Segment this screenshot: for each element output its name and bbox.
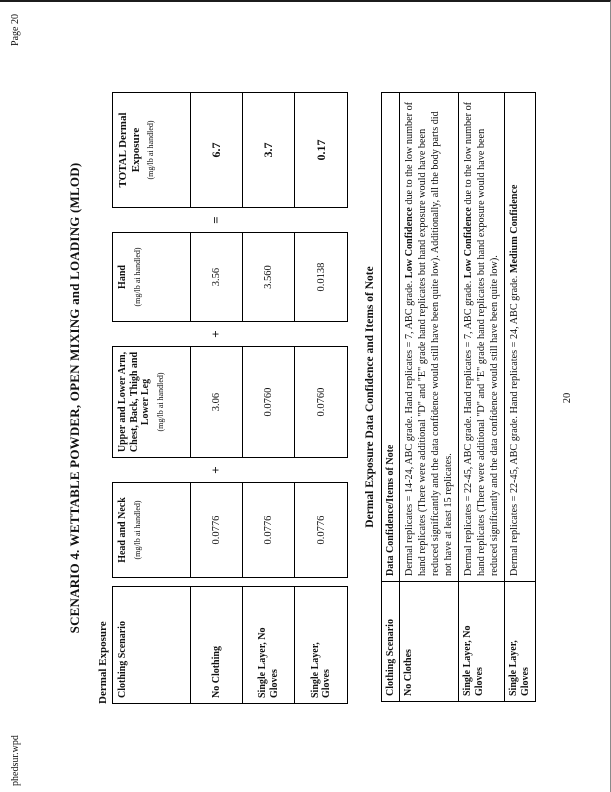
page-number: 20 xyxy=(562,392,574,404)
plus-operator xyxy=(112,458,348,482)
exposure-value-cell: 3.06 xyxy=(191,347,243,457)
row-label-text: Single Layer, Gloves xyxy=(309,642,332,698)
column-header-text: Head and Neck xyxy=(117,497,128,563)
head-neck-header xyxy=(113,483,191,577)
exposure-value-cell: 0.0776 xyxy=(315,515,327,545)
page-header-label: Page 20 xyxy=(10,14,21,46)
confidence-row-label xyxy=(459,582,505,702)
row-label-text: Single Layer, No Gloves xyxy=(257,627,280,698)
operator-glyph: + xyxy=(208,466,223,474)
confidence-row-label xyxy=(400,582,459,702)
body-column xyxy=(112,346,348,458)
confidence-col1-header: Clothing Scenario xyxy=(382,582,400,702)
row-label-single-layer-no-gloves xyxy=(243,587,295,703)
column-unit-text: (mg/lb ai handled) xyxy=(132,247,142,307)
row-label-text: Single Layer, Gloves xyxy=(508,640,532,696)
confidence-table-caption: Dermal Exposure Data Confidence and Items of Note xyxy=(364,266,376,528)
row-label-text: No Clothes xyxy=(403,649,414,696)
column-header-text: Clothing Scenario xyxy=(117,621,128,698)
row-label-no-clothing xyxy=(191,587,243,703)
exposure-value-cell: 0.0776 xyxy=(243,483,295,577)
confidence-note: Dermal replicates = 22-45, ABC grade. Hand replicates = 24, ABC grade. Medium Confidence xyxy=(505,93,536,582)
total-exposure-column xyxy=(112,92,348,208)
confidence-note: Dermal replicates = 14-24, ABC grade. Hand replicates = 7, ABC grade. Low Confidence due to the low number of hand replicates (There were additional "D" and "E" grade hand replicates but hand exposure would have been reduced significantly and the data confidence would still have been quite low). Additionally, all the body parts did not have at least 15 replicates. xyxy=(400,93,459,582)
exposure-value-cell: 0.0776 xyxy=(191,483,243,577)
confidence-table xyxy=(381,92,536,702)
clothing-scenario-column xyxy=(112,586,348,704)
column-header-text: Upper and Lower Arm, Chest, Back, Thigh and Lower Leg xyxy=(117,351,151,453)
clothing-scenario-header xyxy=(113,587,191,703)
column-unit-text: (mg/lb ai handled) xyxy=(146,120,156,180)
confidence-header-row xyxy=(382,93,400,702)
column-unit-text: (mg/lb ai handled) xyxy=(132,500,142,560)
total-value-cell: 3.7 xyxy=(243,93,295,207)
hand-column xyxy=(112,232,348,322)
column-header-text: Hand xyxy=(117,265,128,289)
head-neck-column xyxy=(112,482,348,578)
total-value-cell: 6.7 xyxy=(191,93,243,207)
hand-header xyxy=(113,233,191,321)
row-label-single-layer-gloves xyxy=(295,587,347,703)
column-unit-text: (mg/lb ai handled) xyxy=(155,372,165,432)
rotated-landscape-content xyxy=(0,2,611,792)
confidence-row-label xyxy=(505,582,536,702)
total-value-cell: 0.17 xyxy=(313,139,328,161)
row-label-text: No Clothing xyxy=(210,646,222,698)
row-label-text: Single Layer, No Gloves xyxy=(462,625,486,696)
page-title: SCENARIO 4. WETTABLE POWDER, OPEN MIXING and LOADING (MLOD) xyxy=(67,162,82,634)
exposure-value-cell: 0.0760 xyxy=(243,347,295,457)
confidence-row-no-clothes xyxy=(400,93,459,702)
exposure-value-cell: 3.560 xyxy=(243,233,295,321)
column-header-text: TOTAL Dermal Exposure xyxy=(117,112,142,188)
body-header xyxy=(113,347,191,457)
filename-header: phedsur.wpd xyxy=(10,735,21,786)
exposure-value-cell: 0.0760 xyxy=(315,387,327,417)
confidence-row-single-layer-no-gloves xyxy=(459,93,505,702)
dermal-exposure-table xyxy=(112,2,348,704)
confidence-col2-header: Data Confidence/Items of Note xyxy=(382,93,400,582)
confidence-note: Dermal replicates = 22-45, ABC grade. Hand replicates = 7, ABC grade. Low Confidence due to the low number of hand replicates (There were additional "D" and "E" grade hand replicates but hand exposure would have been reduced significantly and the data confidence would still have been quite low). xyxy=(459,93,505,582)
exposure-value-cell: 0.0138 xyxy=(315,262,327,292)
operator-glyph: = xyxy=(208,216,223,224)
equals-operator xyxy=(112,208,348,232)
operator-glyph: + xyxy=(208,330,223,338)
confidence-row-single-layer-gloves xyxy=(505,93,536,702)
dermal-exposure-label: Dermal Exposure xyxy=(97,621,109,704)
exposure-value-cell: 3.56 xyxy=(191,233,243,321)
plus-operator xyxy=(112,322,348,346)
document-header xyxy=(0,2,21,792)
total-exposure-header xyxy=(113,93,191,207)
